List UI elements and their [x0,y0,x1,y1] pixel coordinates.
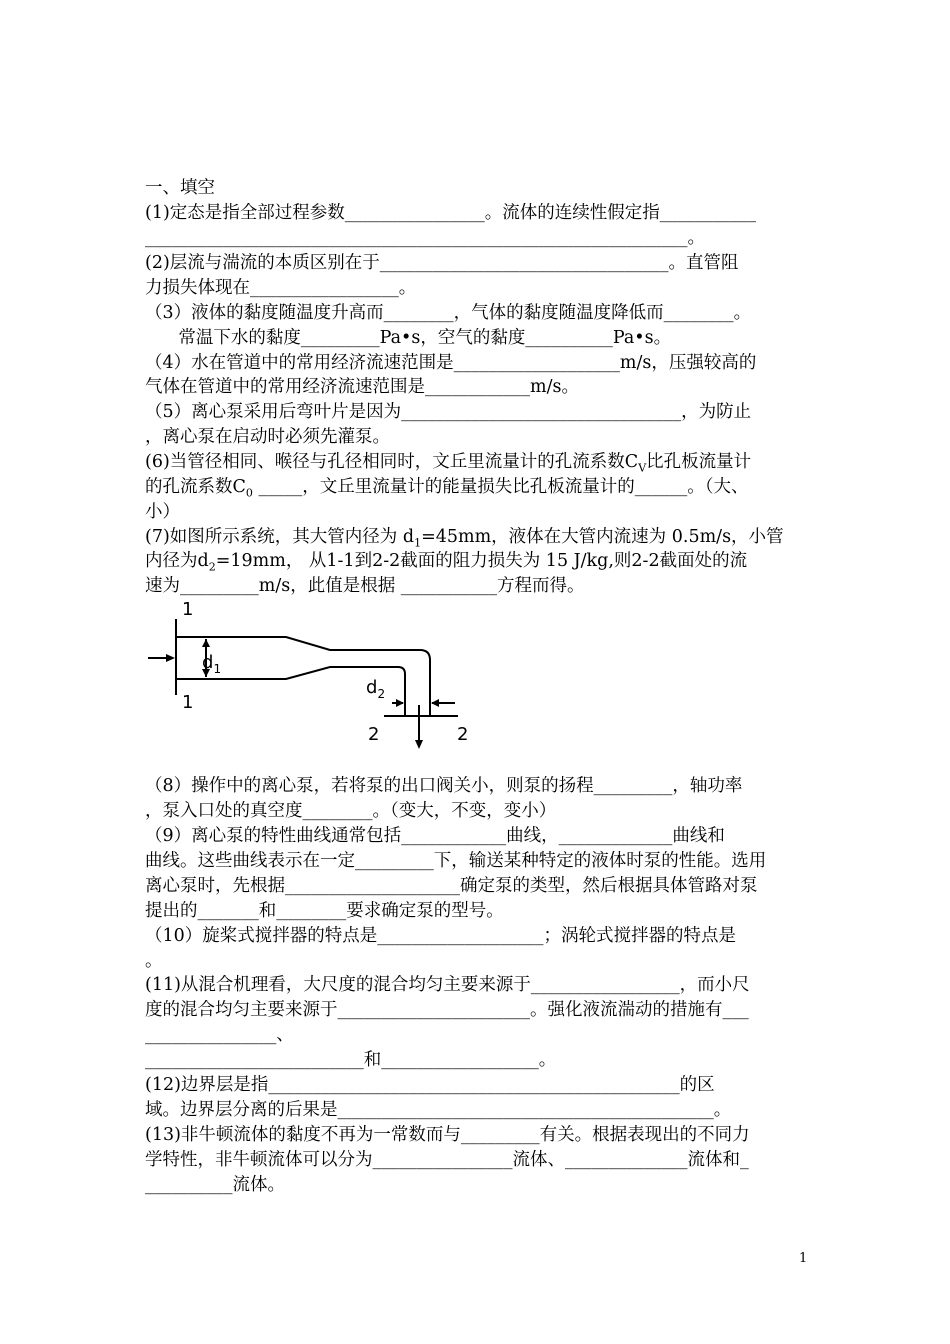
q6-line2 [145,477,748,504]
q6-line2-sub: 0 [245,486,253,500]
label-d2-sub: 2 [377,687,386,701]
q10-line1: （10）旋桨式搅拌器的特点是___________________；涡轮式搅拌器的特点是 [145,926,737,946]
q7-line2-text-a: 内径为d [145,551,209,571]
inlet-arrow-head [166,654,175,662]
q2-line1: (2)层流与湍流的本质区别在于_________________________________。直管阻 [145,253,739,273]
q11-line1: (11)从混合机理看，大尺度的混合均匀主要来源于_________________，而小尺 [145,975,750,995]
label-d1-sub: 1 [213,662,222,676]
d2-arrow-right [431,699,439,707]
q6-line1-text-b: 比孔板流量计 [646,452,752,472]
d2-arrow-left [396,699,404,707]
q12-line1: (12)边界层是指_______________________________________________的区 [145,1075,715,1095]
q4-line2: 气体在管道中的常用经济流速范围是____________m/s。 [145,377,579,397]
q11-line3: _______________、 [145,1025,294,1045]
label-d2 [366,677,385,701]
q7-line1-text-b: =45mm，液体在大管内流速为 0.5m/s，小管 [421,527,784,547]
label-d2-main: d [366,677,378,698]
q7-line3: 速为_________m/s，此值是根据 ___________方程而得。 [145,576,585,596]
pipe-diagram [140,597,480,752]
q8-line2: ，泵入口处的真空度________。（变大，不变，变小） [145,801,557,821]
q4-line1: （4）水在管道中的常用经济流速范围是___________________m/s，压强较高的 [145,353,757,373]
q9-line1: （9）离心泵的特性曲线通常包括____________曲线，_____________曲线和 [145,826,725,846]
q11-line4: _________________________和__________________。 [145,1050,557,1070]
q6-line1-sub: V [638,461,647,475]
q1-line2: ______________________________________________________________。 [145,228,705,248]
label-2-left: 2 [368,724,380,745]
q6-line2-text-a: 的孔流系数C [145,477,246,497]
q3-line1: （3）液体的黏度随温度升高而________，气体的黏度随温度降低而________。 [145,303,752,323]
label-1-bottom: 1 [182,692,194,713]
q7-line2-text-b: =19mm， 从1-1到2-2截面的阻力损失为 15 J/kg,则2-2截面处的流 [215,551,748,571]
q11-line2: 度的混合均匀主要来源于______________________。强化液流湍动的措施有___ [145,1000,749,1020]
section-title: 一、填空 [145,178,215,198]
label-1-top: 1 [182,599,194,620]
q13-line3: __________流体。 [145,1175,285,1195]
q5-line1: （5）离心泵采用后弯叶片是因为________________________________，为防止 [145,402,752,422]
label-2-right: 2 [457,724,469,745]
q3-line2: 常温下水的黏度_________Pa•s，空气的黏度__________Pa•s。 [145,328,672,348]
label-d1-main: d [202,652,214,673]
outlet-arrow-head [415,740,423,749]
pipe-outer-wall [176,637,430,715]
page-number: 1 [799,1251,808,1266]
q6-line2-text-b: _____，文丘里流量计的能量损失比孔板流量计的______。（大、 [252,477,749,497]
label-d1 [202,652,221,676]
q7-line1-text-a: (7)如图所示系统，其大管内径为 d [145,527,415,547]
q6-line1 [145,452,751,479]
q7-line2-sub: 2 [208,560,216,574]
q13-line2: 学特性，非牛顿流体可以分为________________流体、______________流体和_ [145,1150,749,1170]
q6-line3: 小） [145,502,180,522]
q8-line1: （8）操作中的离心泵，若将泵的出口阀关小，则泵的扬程_________，轴功率 [145,776,743,796]
q2-line2: 力损失体现在_________________。 [145,278,417,298]
q7-line1 [145,527,784,554]
q12-line2: 域。边界层分离的后果是___________________________________________。 [145,1100,732,1120]
q7-line1-sub: 1 [414,536,422,550]
q9-line3: 离心泵时，先根据____________________确定泵的类型，然后根据具体管路对泵 [145,876,758,896]
q7-line2 [145,551,747,578]
q1-line1: (1)定态是指全部过程参数________________。流体的连续性假定指___________ [145,203,757,223]
q13-line1: (13)非牛顿流体的黏度不再为一常数而与_________有关。根据表现出的不同力 [145,1125,750,1145]
d1-arrow-top [202,639,210,647]
q9-line2: 曲线。这些曲线表示在一定_________下，输送某种特定的液体时泵的性能。选用 [145,851,767,871]
q6-line1-text-a: (6)当管径相同、喉径与孔径相同时，文丘里流量计的孔流系数C [145,452,639,472]
q10-line2: 。 [145,951,163,971]
q9-line4: 提出的_______和________要求确定泵的型号。 [145,901,504,921]
q5-line2: ，离心泵在启动时必须先灌泵。 [145,427,390,447]
